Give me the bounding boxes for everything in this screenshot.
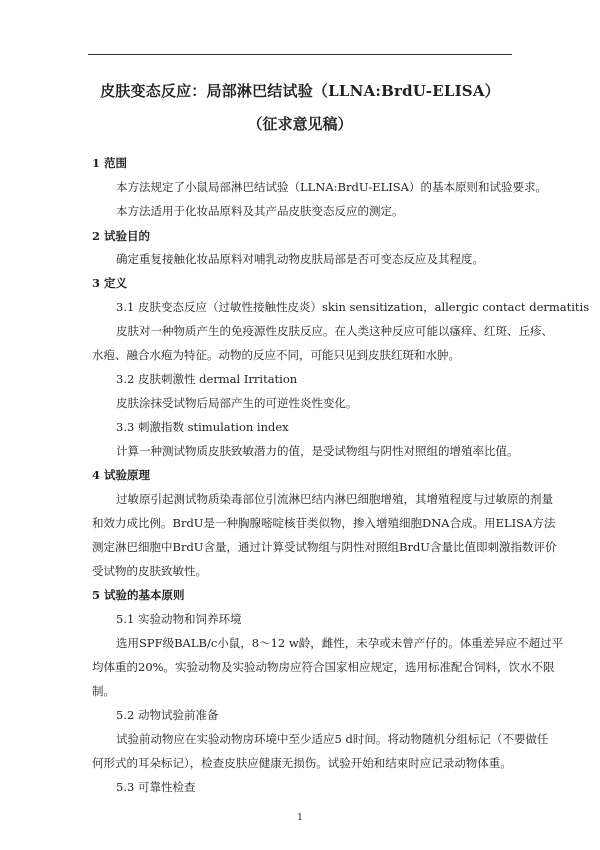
subsection-5-2-line-1: 试验前动物应在实验动物房环境中至少适应5 d时间。将动物随机分组标记（不要做任 bbox=[116, 732, 549, 746]
definition-3-3-title: 3.3 刺激指数 stimulation index bbox=[116, 420, 289, 434]
document-subtitle: （征求意见稿） bbox=[247, 115, 353, 133]
section-2-para-1: 确定重复接触化妆品原料对哺乳动物皮肤局部是否可变态反应及其程度。 bbox=[116, 252, 484, 266]
definition-3-1-line-1: 皮肤对一种物质产生的免疫源性皮肤反应。在人类这种反应可能以瘙痒、红斑、丘疹、 bbox=[116, 324, 553, 338]
section-5-heading: 5 试验的基本原则 bbox=[92, 588, 185, 602]
section-4-line-4: 受试物的皮肤致敏性。 bbox=[92, 564, 207, 578]
subsection-5-2-line-2: 何形式的耳朵标记），检查皮肤应健康无损伤。试验开始和结束时应记录动物体重。 bbox=[92, 756, 512, 770]
section-2-heading: 2 试验目的 bbox=[92, 229, 151, 243]
section-4-heading: 4 试验原理 bbox=[92, 468, 151, 482]
definition-3-2-title: 3.2 皮肤刺激性 dermal Irritation bbox=[116, 372, 298, 386]
section-3-heading: 3 定义 bbox=[92, 276, 128, 290]
section-4-line-2: 和效力成比例。BrdU是一种胸腺嘧啶核苷类似物，掺入增殖细胞DNA合成。用ELISA方法 bbox=[92, 516, 556, 530]
definition-3-1-title: 3.1 皮肤变态反应（过敏性接触性皮炎）skin sensitization，allergic contact dermatitis bbox=[116, 300, 590, 314]
section-4-line-1: 过敏原引起测试物质染毒部位引流淋巴结内淋巴细胞增殖，其增殖程度与过敏原的剂量 bbox=[116, 492, 553, 506]
section-4-line-3: 测定淋巴细胞中BrdU含量，通过计算受试物组与阴性对照组BrdU含量比值即刺激指数评价 bbox=[92, 540, 557, 554]
subsection-5-2-title: 5.2 动物试验前准备 bbox=[116, 708, 219, 722]
definition-3-3-line-1: 计算一种测试物质皮肤致敏潜力的值，是受试物组与阴性对照组的增殖率比值。 bbox=[116, 444, 519, 458]
subsection-5-1-line-2: 均体重的20%。实验动物及实验动物房应符合国家相应规定，选用标准配合饲料，饮水不限 bbox=[92, 660, 555, 674]
header-rule bbox=[88, 54, 512, 55]
subsection-5-1-line-3: 制。 bbox=[92, 684, 115, 698]
subsection-5-1-title: 5.1 实验动物和饲养环境 bbox=[116, 612, 242, 626]
page-number: 1 bbox=[297, 813, 303, 823]
definition-3-2-line-1: 皮肤涂抹受试物后局部产生的可逆性炎性变化。 bbox=[116, 396, 358, 410]
section-1-heading: 1 范围 bbox=[92, 156, 128, 170]
document-title: 皮肤变态反应：局部淋巴结试验（LLNA:BrdU-ELISA） bbox=[100, 82, 500, 100]
definition-3-1-line-2: 水疱、融合水疱为特征。动物的反应不同，可能只见到皮肤红斑和水肿。 bbox=[92, 348, 460, 362]
subsection-5-1-line-1: 选用SPF级BALB/c小鼠，8～12 w龄，雌性，未孕或未曾产仔的。体重差异应不超过平 bbox=[116, 636, 564, 650]
section-1-para-2: 本方法适用于化妆品原料及其产品皮肤变态反应的测定。 bbox=[116, 204, 404, 218]
section-1-para-1: 本方法规定了小鼠局部淋巴结试验（LLNA:BrdU-ELISA）的基本原则和试验要求。 bbox=[116, 180, 547, 194]
subsection-5-3-title: 5.3 可靠性检查 bbox=[116, 780, 196, 794]
